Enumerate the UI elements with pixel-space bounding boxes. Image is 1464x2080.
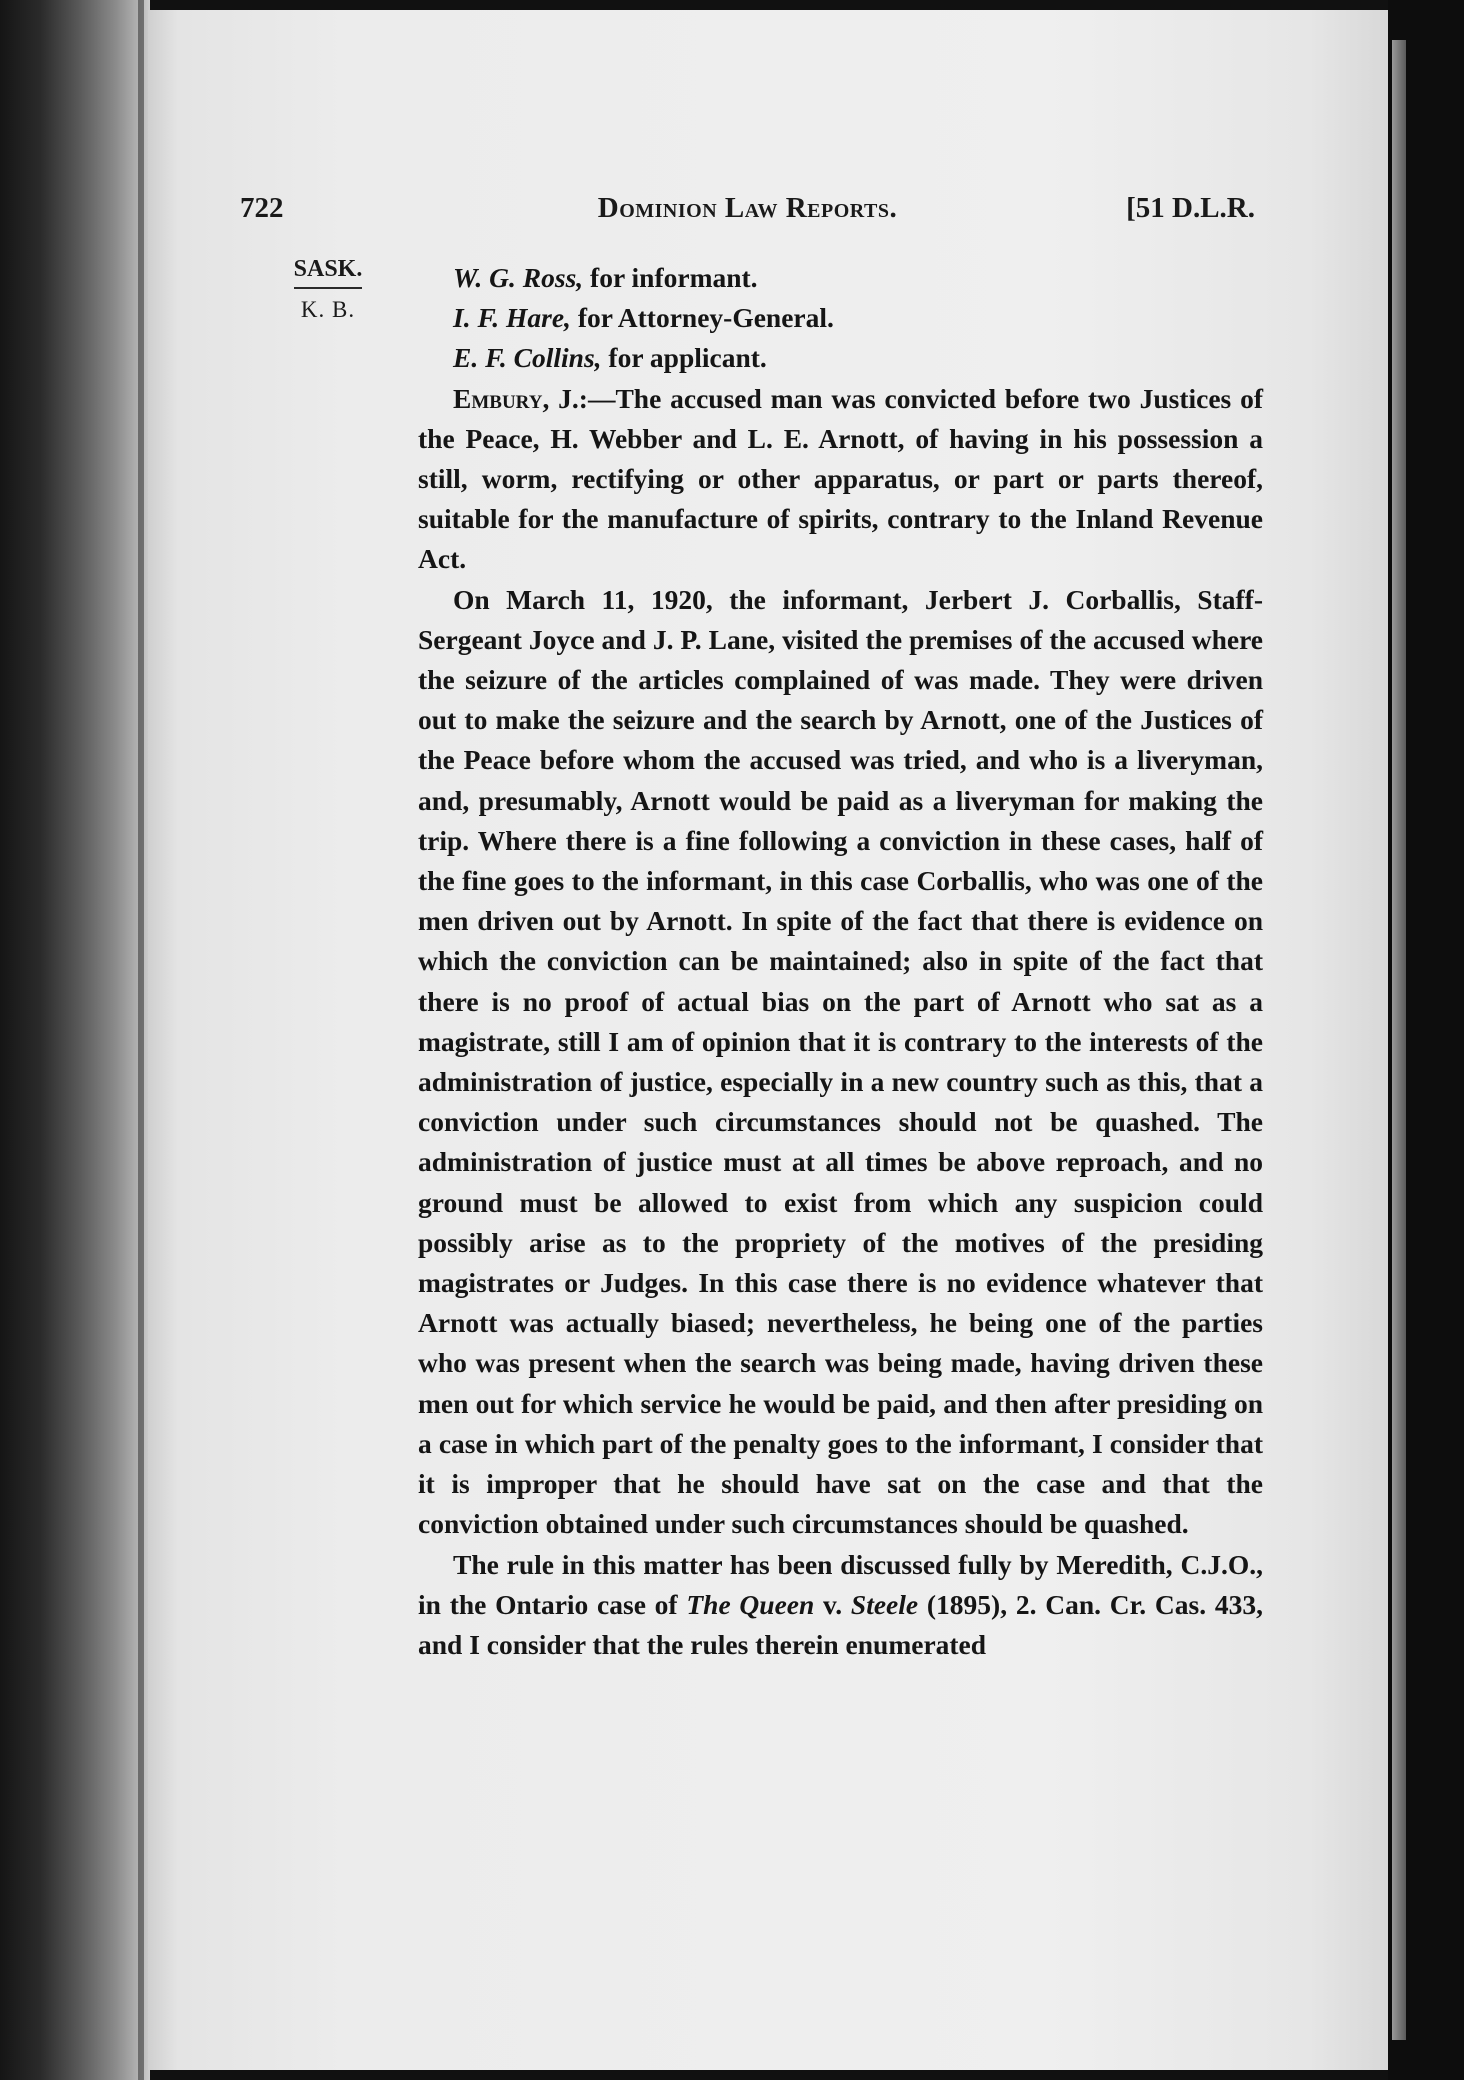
paragraph-text: v. [814, 1588, 851, 1620]
counsel-name: I. F. Hare, [453, 302, 571, 334]
paragraph-facts [418, 580, 1263, 1545]
page-number: 722 [240, 192, 284, 224]
judge-name: Embury, J. [453, 382, 579, 414]
running-title: Dominion Law Reports. [597, 192, 898, 224]
counsel-line [418, 298, 1263, 338]
counsel-line [418, 338, 1263, 378]
case-name: Steele [850, 1588, 919, 1620]
volume-reference: [51 D.L.R. [1126, 192, 1255, 224]
counsel-role: for Attorney-General. [570, 302, 834, 334]
paragraph-text: (1895), 2. Can. Cr. Cas. 433, and I consider that the rules therein enumerated [418, 1588, 1264, 1660]
paragraph-text: :—The accused man was convicted before two Justices of the Peace, H. Webber and L. E. Arnott, of having in his possession a still, worm, rectifying or other apparatus, or part or parts thereof, suitable for the manufacture of spirits, contrary to the Inland Revenue Act. [418, 382, 1263, 575]
running-header [240, 180, 1255, 230]
counsel-role: for informant. [583, 262, 758, 293]
paragraph-rule [418, 1545, 1263, 1666]
counsel-name: W. G. Ross, [453, 262, 584, 293]
gutter-line [138, 0, 144, 2080]
paragraph-text: The rule in this matter has been discussed fully by Meredith, C.J.O., in the Ontario case of [418, 1548, 1263, 1620]
counsel-name: E. F. Collins, [453, 342, 602, 374]
margin-note [278, 256, 378, 323]
counsel-role: for applicant. [601, 342, 767, 374]
court-label: K. B. [300, 297, 356, 322]
next-page-edge [1392, 40, 1406, 2040]
book-spine-shadow [0, 0, 150, 2080]
province-label: SASK. [294, 256, 363, 289]
body-text [418, 258, 1263, 1665]
paragraph-judgment-intro [418, 379, 1263, 580]
paragraph-text: On March 11, 1920, the informant, Jerbert J. Corballis, Staff-Sergeant Joyce and J. P. Lane, visited the premises of the accused where the seizure of the articles complained of was made. They were driven out to make the seizure and the search by Arnott, one of the Justices of the Peace before whom the accused was tried, and who is a liveryman, and, presumably, Arnott would be paid as a liveryman for making the trip. Where there is a fine following a conviction in these cases, half of the fine goes to the informant, in this case Corballis, who was one of the men driven out by Arnott. In spite of the fact that there is evidence on which the conviction can be maintained; also in spite of the fact that there is no proof of actual bias on the part of Arnott who sat as a magistrate, still I am of opinion that it is contrary to the interests of the administration of justice, especially in a new country such as this, that a conviction under such circumstances should not be quashed. The administration of justice must at all times be above reproach, and no ground must be allowed to exist from which any suspicion could possibly arise as to the propriety of the motives of the presiding magistrates or Judges. In this case there is no evidence whatever that Arnott was actually biased; nevertheless, he being one of the parties who was present when the search was being made, having driven these men out for which service he would be paid, and then after presiding on a case in which part of the penalty goes to the informant, I consider that it is improper that he should have sat on the case and that the conviction obtained under such circumstances should be quashed. [418, 583, 1263, 1540]
case-name: The Queen [686, 1588, 815, 1620]
counsel-line [418, 258, 1263, 298]
